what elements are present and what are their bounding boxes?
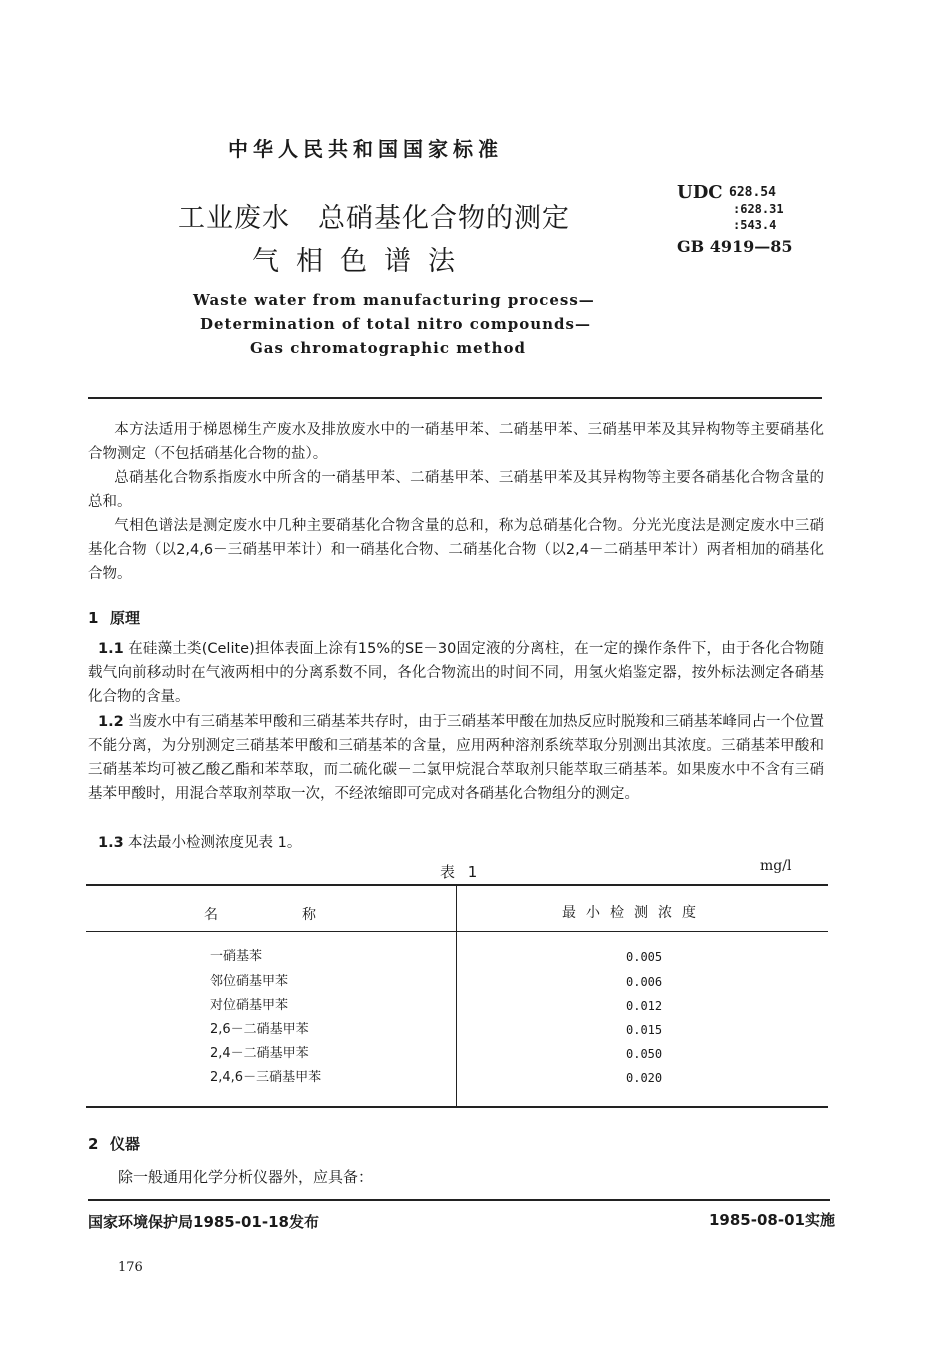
- intro-paragraph-3-text: 气相色谱法是测定废水中几种主要硝基化合物含量的总和，称为总硝基化合物。分光光度法是测定废水中三硝基化合物（以2,4,6－三硝基甲苯计）和一硝基化合物、二硝基化合物（以2,4－二硝基甲苯计）两者相加的硝基化合物。: [88, 518, 824, 582]
- clause-1-1-number: 1.1: [98, 641, 124, 657]
- table-cell-value: 0.012: [626, 999, 663, 1013]
- udc-label: UDC: [677, 182, 723, 203]
- table-cell-name: 2,4,6－三硝基甲苯: [210, 1070, 322, 1085]
- page-number: 176: [118, 1260, 143, 1275]
- implementation-date: 1985-08-01实施: [709, 1211, 835, 1229]
- section-1-number: 1: [88, 609, 99, 627]
- table-cell-name: 对位硝基甲苯: [210, 998, 289, 1013]
- udc-code-3: :543.4: [733, 218, 777, 232]
- table-header-rule: [86, 931, 828, 932]
- table-cell-value: 0.015: [626, 1023, 663, 1037]
- section-2-title: 仪器: [110, 1135, 141, 1153]
- table-header-name: [204, 904, 316, 924]
- footer-divider: [88, 1199, 830, 1201]
- clause-1-3-text: 本法最小检测浓度见表 1。: [128, 835, 302, 851]
- udc-code-1: 628.54: [729, 185, 776, 200]
- english-title-line2: Determination of total nitro compounds—: [200, 315, 591, 333]
- section-2-text: 除一般通用化学分析仪器外，应具备：: [118, 1168, 374, 1186]
- table-cell-name: 邻位硝基甲苯: [210, 974, 289, 989]
- clause-1-1-text: 在硅藻土类(Celite)担体表面上涂有15%的SE－30固定液的分离柱，在一定的操作条件下，由于各化合物随载气向前移动时在气液两相中的分离系数不同，各化合物流出的时间不同，用氢火焰鉴定器，按外标法测定各硝基化合物的含量。: [88, 641, 824, 705]
- section-2-heading: [88, 1133, 140, 1154]
- intro-paragraph-1: [88, 418, 824, 466]
- table-cell-value: 0.050: [626, 1047, 663, 1061]
- clause-1-2-text: 当废水中有三硝基苯甲酸和三硝基苯共存时，由于三硝基苯甲酸在加热反应时脱羧和三硝基苯峰同占一个位置不能分离，为分别测定三硝基苯甲酸和三硝基苯的含量，应用两种溶剂系统萃取分别测出其浓度。三硝基苯甲酸和三硝基苯均可被乙酸乙酯和苯萃取，而二硫化碳－二氯甲烷混合萃取剂只能萃取三硝基苯。如果废水中不含有三硝基苯甲酸时，用混合萃取剂萃取一次，不经浓缩即可完成对各硝基化合物组分的测定。: [88, 714, 824, 802]
- intro-paragraph-2-text: 总硝基化合物系指废水中所含的一硝基甲苯、二硝基甲苯、三硝基甲苯及其异构物等主要各硝基化合物含量的总和。: [88, 470, 824, 510]
- table-cell-value: 0.020: [626, 1071, 663, 1085]
- table-top-rule: [86, 884, 828, 886]
- table-header-concentration: 最小检测浓度: [562, 905, 706, 921]
- intro-paragraph-2: [88, 466, 824, 514]
- table-unit: mg/l: [760, 858, 792, 874]
- gb-number: GB 4919—85: [677, 237, 793, 256]
- table-column-divider: [456, 885, 457, 1106]
- english-title-line3: Gas chromatographic method: [250, 339, 526, 357]
- section-1-title: 原理: [110, 609, 141, 627]
- clause-1-3: [88, 831, 824, 855]
- clause-1-2-number: 1.2: [98, 714, 124, 730]
- table-cell-name: 2,4－二硝基甲苯: [210, 1046, 309, 1061]
- clause-1-3-number: 1.3: [98, 835, 124, 851]
- table-cell-name: 一硝基苯: [210, 949, 263, 964]
- section-2-number: 2: [88, 1135, 99, 1153]
- intro-paragraph-3: [88, 514, 824, 586]
- clause-1-2: [88, 710, 824, 806]
- issue-date: 国家环境保护局1985-01-18发布: [88, 1213, 319, 1231]
- section-1-heading: [88, 607, 140, 628]
- header-divider: [88, 397, 822, 399]
- table-bottom-rule: [86, 1106, 828, 1108]
- title-line1: 工业废水 总硝基化合物的测定: [178, 203, 570, 234]
- clause-1-1: [88, 637, 824, 709]
- table-header-name-char1: 名: [204, 907, 218, 923]
- table-cell-name: 2,6－二硝基甲苯: [210, 1022, 309, 1037]
- table-header-name-char2: 称: [302, 907, 316, 923]
- english-title-line1: Waste water from manufacturing process—: [193, 291, 595, 309]
- title-line2: 气相色谱法: [252, 246, 472, 277]
- udc-code-2: :628.31: [733, 202, 784, 216]
- table-title: 表 1: [440, 863, 482, 881]
- intro-paragraph-1-text: 本方法适用于梯恩梯生产废水及排放废水中的一硝基甲苯、二硝基甲苯、三硝基甲苯及其异构物等主要硝基化合物测定（不包括硝基化合物的盐）。: [88, 422, 824, 462]
- table-cell-value: 0.006: [626, 975, 663, 989]
- national-standard-label: 中华人民共和国国家标准: [228, 137, 503, 161]
- table-cell-value: 0.005: [626, 950, 663, 964]
